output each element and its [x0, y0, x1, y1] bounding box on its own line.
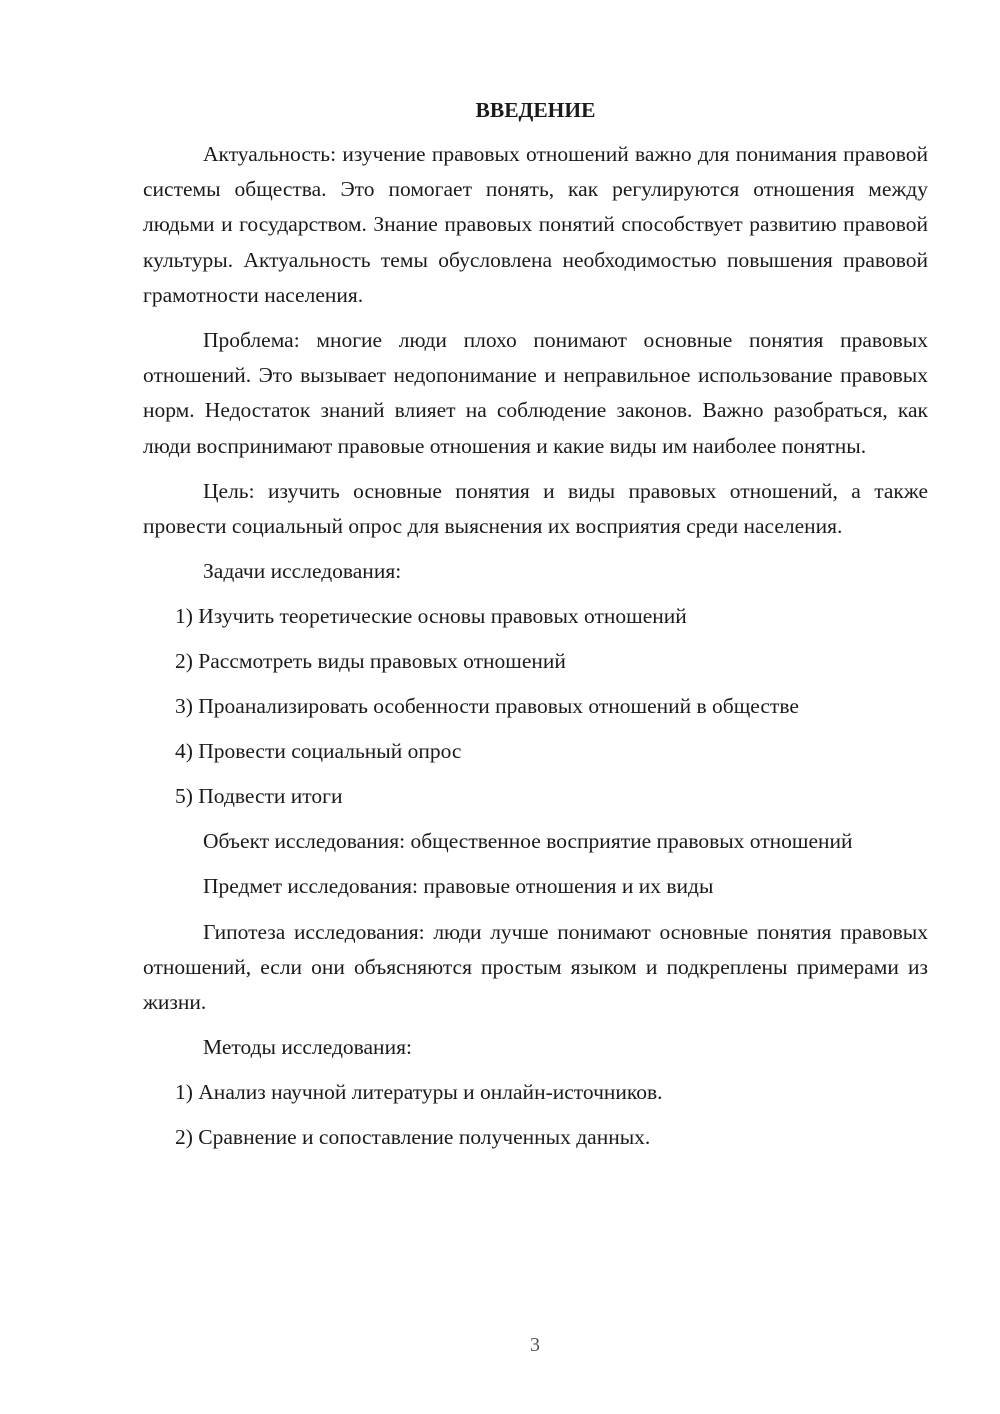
- problem-paragraph: Проблема: многие люди плохо понимают основные понятия правовых отношений. Это вызывает недопонимание и неправильное использование правовых норм. Недостаток знаний влияет на соблюдение законов. Важно разобраться, как люди воспринимают правовые отношения и какие виды им наиболее понятны.: [143, 328, 928, 458]
- subject-paragraph: Предмет исследования: правовые отношения и их виды: [203, 874, 714, 899]
- task-item: 4) Провести социальный опрос: [175, 739, 462, 764]
- page-number: 3: [530, 1334, 540, 1356]
- task-item: 1) Изучить теоретические основы правовых отношений: [175, 604, 687, 629]
- goal-paragraph: Цель: изучить основные понятия и виды правовых отношений, а также провести социальный опрос для выяснения их восприятия среди населения.: [143, 478, 928, 539]
- method-item: 1) Анализ научной литературы и онлайн-источников.: [175, 1080, 663, 1105]
- tasks-title: Задачи исследования:: [203, 559, 402, 584]
- page-title: ВВЕДЕНИЕ: [475, 98, 596, 122]
- object-paragraph: Объект исследования: общественное восприятие правовых отношений: [203, 829, 853, 854]
- task-item: 5) Подвести итоги: [175, 784, 343, 809]
- task-item: 3) Проанализировать особенности правовых отношений в обществе: [175, 694, 799, 719]
- relevance-paragraph: Актуальность: изучение правовых отношений важно для понимания правовой системы общества. Это помогает понять, как регулируются отношения между людьми и государством. Знание правовых понятий способствует развитию правовой культуры. Актуальность темы обусловлена необходимостью повышения правовой грамотности населения.: [143, 142, 928, 307]
- methods-title: Методы исследования:: [203, 1035, 412, 1060]
- document-page: [143, 95, 928, 1165]
- hypothesis-paragraph: Гипотеза исследования: люди лучше понимают основные понятия правовых отношений, если они объясняются простым языком и подкреплены примерами из жизни.: [143, 919, 928, 1015]
- task-item: 2) Рассмотреть виды правовых отношений: [175, 649, 566, 674]
- method-item: 2) Сравнение и сопоставление полученных данных.: [175, 1125, 651, 1150]
